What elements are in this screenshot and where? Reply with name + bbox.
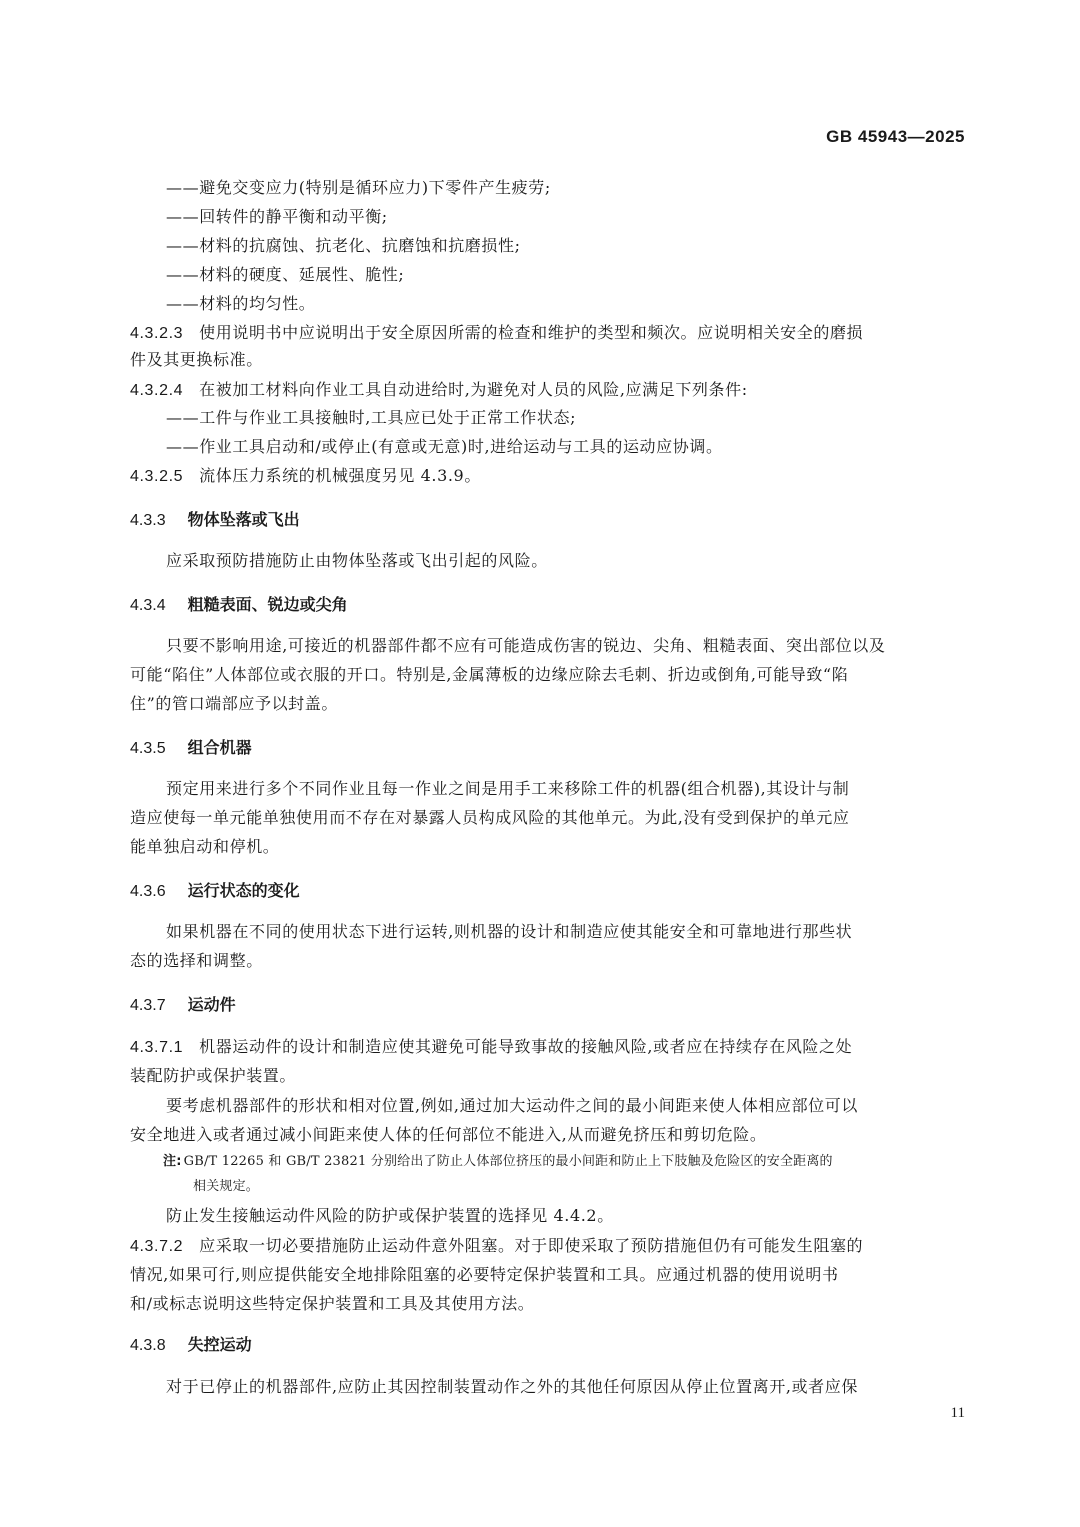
clause-4-3-2-5	[130, 466, 965, 487]
clause-number: 4.3.2.5	[130, 468, 184, 485]
list-item: ——材料的硬度、延展性、脆性;	[166, 265, 405, 284]
section-heading-4-3-7	[130, 995, 236, 1016]
clause-4-3-2-3	[130, 323, 965, 344]
paragraph-line: 态的选择和调整。	[130, 951, 263, 970]
list-item: ——材料的均匀性。	[166, 294, 316, 313]
paragraph-line: 对于已停止的机器部件,应防止其因控制装置动作之外的其他任何原因从停止位置离开,或者应保	[166, 1377, 858, 1396]
section-title: 组合机器	[187, 738, 252, 757]
clause-text: 使用说明书中应说明出于安全原因所需的检查和维护的类型和频次。应说明相关安全的磨损	[199, 323, 864, 342]
paragraph-line: 要考虑机器部件的形状和相对位置,例如,通过加大运动件之间的最小间距来使人体相应部位可以	[166, 1096, 858, 1115]
clause-number: 4.3.7.1	[130, 1039, 184, 1056]
list-item: ——回转件的静平衡和动平衡;	[166, 207, 388, 226]
list-item: ——避免交变应力(特别是循环应力)下零件产生疲劳;	[166, 178, 551, 197]
section-heading-4-3-4	[130, 595, 348, 616]
paragraph-line: 住”的管口端部应予以封盖。	[130, 694, 338, 713]
clause-number: 4.3.2.3	[130, 325, 184, 342]
paragraph-line: 可能“陷住”人体部位或衣服的开口。特别是,金属薄板的边缘应除去毛刺、折边或倒角,可能导致“陷	[130, 665, 849, 684]
note-text: GB/T 12265 和 GB/T 23821 分别给出了防止人体部位挤压的最小间距和防止上下肢触及危险区的安全距离的	[183, 1154, 833, 1169]
paragraph-line: 如果机器在不同的使用状态下进行运转,则机器的设计和制造应使其能安全和可靠地进行那些状	[166, 922, 853, 941]
paragraph-line: 预定用来进行多个不同作业且每一作业之间是用手工来移除工件的机器(组合机器),其设计与制	[166, 779, 850, 798]
section-number: 4.3.7	[130, 997, 166, 1014]
paragraph-line: 防止发生接触运动件风险的防护或保护装置的选择见 4.4.2。	[166, 1206, 614, 1225]
doc-id-header: GB 45943—2025	[826, 127, 965, 146]
section-title: 失控运动	[187, 1335, 252, 1354]
section-heading-4-3-3	[130, 510, 300, 531]
paragraph-line: 和/或标志说明这些特定保护装置和工具及其使用方法。	[130, 1294, 535, 1313]
paragraph-line: 造应使每一单元能单独使用而不存在对暴露人员构成风险的其他单元。为此,没有受到保护的单元应	[130, 808, 850, 827]
paragraph-line: 安全地进入或者通过减小间距来使人体的任何部位不能进入,从而避免挤压和剪切危险。	[130, 1125, 767, 1144]
note-label: 注:	[163, 1154, 182, 1169]
clause-4-3-7-2	[130, 1236, 965, 1257]
paragraph-line: 只要不影响用途,可接近的机器部件都不应有可能造成伤害的锐边、尖角、粗糙表面、突出部位以及	[166, 636, 886, 655]
list-item: ——材料的抗腐蚀、抗老化、抗磨蚀和抗磨损性;	[166, 236, 521, 255]
section-title: 物体坠落或飞出	[187, 510, 300, 529]
section-number: 4.3.4	[130, 597, 166, 614]
section-number: 4.3.8	[130, 1337, 166, 1354]
clause-text: 流体压力系统的机械强度另见 4.3.9。	[199, 466, 481, 485]
paragraph-line: 装配防护或保护装置。	[130, 1066, 297, 1085]
section-title: 粗糙表面、锐边或尖角	[187, 595, 348, 614]
clause-text: 在被加工材料向作业工具自动进给时,为避免对人员的风险,应满足下列条件:	[199, 380, 748, 399]
section-heading-4-3-5	[130, 738, 252, 759]
page-number: 11	[950, 1405, 965, 1421]
clause-4-3-2-4	[130, 380, 965, 401]
paragraph-line: 应采取预防措施防止由物体坠落或飞出引起的风险。	[166, 551, 548, 570]
section-title: 运动件	[187, 995, 236, 1014]
list-item: ——工件与作业工具接触时,工具应已处于正常工作状态;	[166, 408, 577, 427]
section-heading-4-3-6	[130, 881, 300, 902]
section-number: 4.3.6	[130, 883, 166, 900]
clause-number: 4.3.7.2	[130, 1238, 184, 1255]
list-item: ——作业工具启动和/或停止(有意或无意)时,进给运动与工具的运动应协调。	[166, 437, 723, 456]
note	[163, 1153, 833, 1171]
clause-text: 应采取一切必要措施防止运动件意外阻塞。对于即使采取了预防措施但仍有可能发生阻塞的	[199, 1236, 864, 1255]
clause-number: 4.3.2.4	[130, 382, 184, 399]
clause-4-3-7-1	[130, 1037, 965, 1058]
section-number: 4.3.5	[130, 740, 166, 757]
paragraph-line: 件及其更换标准。	[130, 350, 263, 369]
note-continuation: 相关规定。	[193, 1179, 260, 1194]
paragraph-line: 情况,如果可行,则应提供能安全地排除阻塞的必要特定保护装置和工具。应通过机器的使用说明书	[130, 1265, 839, 1284]
paragraph-line: 能单独启动和停机。	[130, 837, 280, 856]
section-number: 4.3.3	[130, 512, 166, 529]
section-title: 运行状态的变化	[187, 881, 300, 900]
section-heading-4-3-8	[130, 1335, 252, 1356]
clause-text: 机器运动件的设计和制造应使其避免可能导致事故的接触风险,或者应在持续存在风险之处	[199, 1037, 853, 1056]
